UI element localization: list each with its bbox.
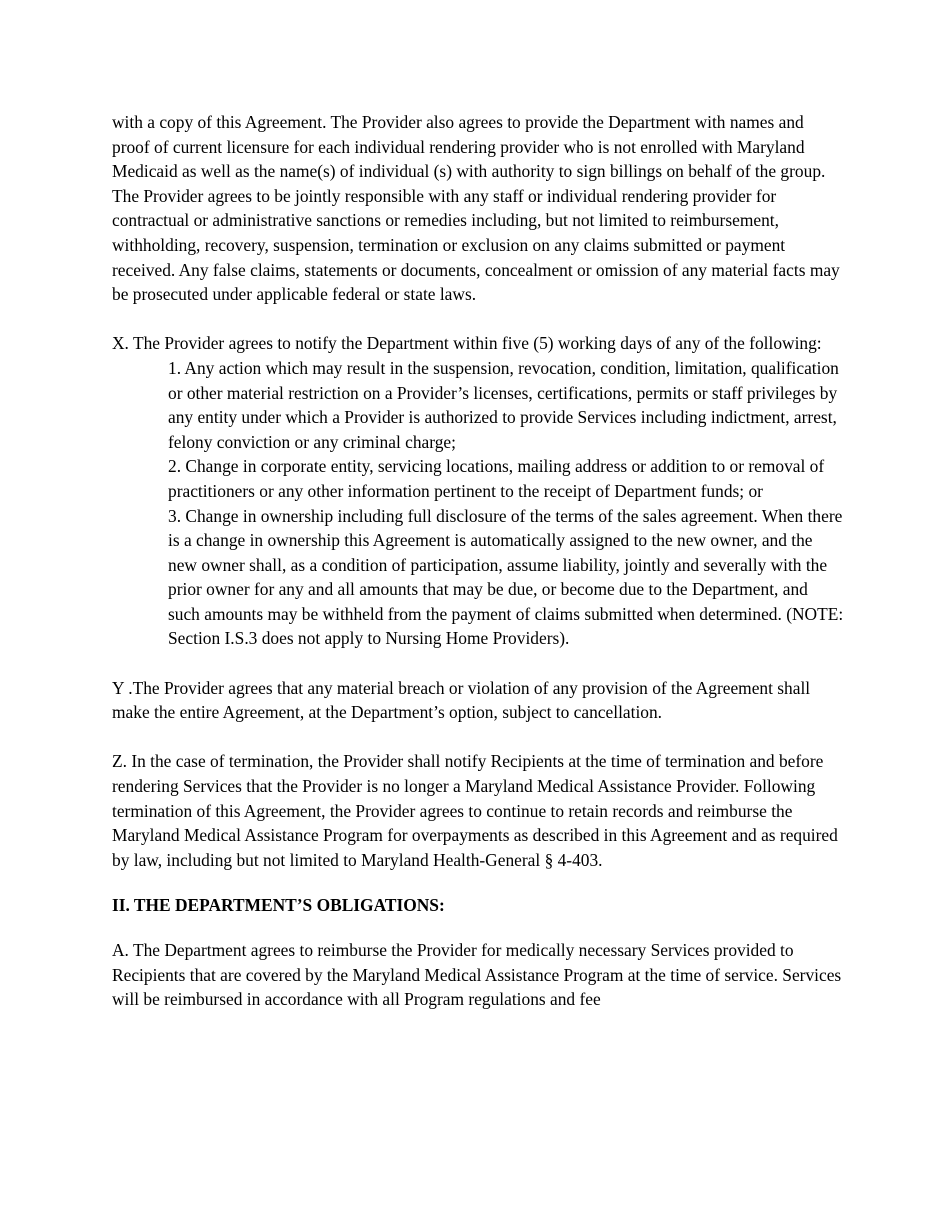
section-ii-a-paragraph: A. The Department agrees to reimburse the Provider for medically necessary Services provided to Recipients that are covered by the Maryland Medical Assistance Program at the time of service. Services will be reimbursed in accordance with all Program regulations and fee xyxy=(112,940,842,1010)
section-z-paragraph: Z. In the case of termination, the Provider shall notify Recipients at the time of termination and before rendering Services that the Provider is no longer a Maryland Medical Assistance Provider. Following termination of this Agreement, the Provider agrees to continue to retain records and reimburse the Maryland Medical Assistance Program for overpayments as described in this Agreement and as required by law, including but not limited to Maryland Health-General § 4-403. xyxy=(112,751,838,870)
document-page xyxy=(112,110,844,1012)
section-ii-heading: II. THE DEPARTMENT’S OBLIGATIONS: xyxy=(112,895,445,916)
section-x-item-1: 1. Any action which may result in the suspension, revocation, condition, limitation, qualification or other material restriction on a Provider’s licenses, certifications, permits or staff privileges by any entity under which a Provider is authorized to provide Services including indictment, arrest, felony conviction or any criminal charge; xyxy=(168,357,839,452)
intro-paragraph: with a copy of this Agreement. The Provider also agrees to provide the Department with names and proof of current licensure for each individual rendering provider who is not enrolled with Maryland Medicaid as well as the name(s) of individual (s) with authority to sign billings on behalf of the group. The Provider agrees to be jointly responsible with any staff or individual rendering provider for contractual or administrative sanctions or remedies including, but not limited to reimbursement, withholding, recovery, suspension, termination or exclusion on any claims submitted or payment received. Any false claims, statements or documents, concealment or omission of any material facts may be prosecuted under applicable federal or state laws. xyxy=(112,112,840,305)
section-x-item-3: 3. Change in ownership including full disclosure of the terms of the sales agreement. When there is a change in ownership this Agreement is automatically assigned to the new owner, and the new owner shall, as a condition of participation, assume liability, jointly and severally with the prior owner for any and all amounts that may be due, or become due to the Department, and such amounts may be withheld from the payment of claims submitted when determined. (NOTE: Section I.S.3 does not apply to Nursing Home Providers). xyxy=(168,505,844,649)
section-x-item-2: 2. Change in corporate entity, servicing locations, mailing address or addition to or removal of practitioners or any other information pertinent to the receipt of Department funds; or xyxy=(168,456,825,501)
section-x-list xyxy=(112,356,844,651)
section-x-paragraph: X. The Provider agrees to notify the Department within five (5) working days of any of the following: xyxy=(112,333,822,354)
section-y-paragraph: Y .The Provider agrees that any material breach or violation of any provision of the Agreement shall make the entire Agreement, at the Department’s option, subject to cancellation. xyxy=(112,677,811,723)
